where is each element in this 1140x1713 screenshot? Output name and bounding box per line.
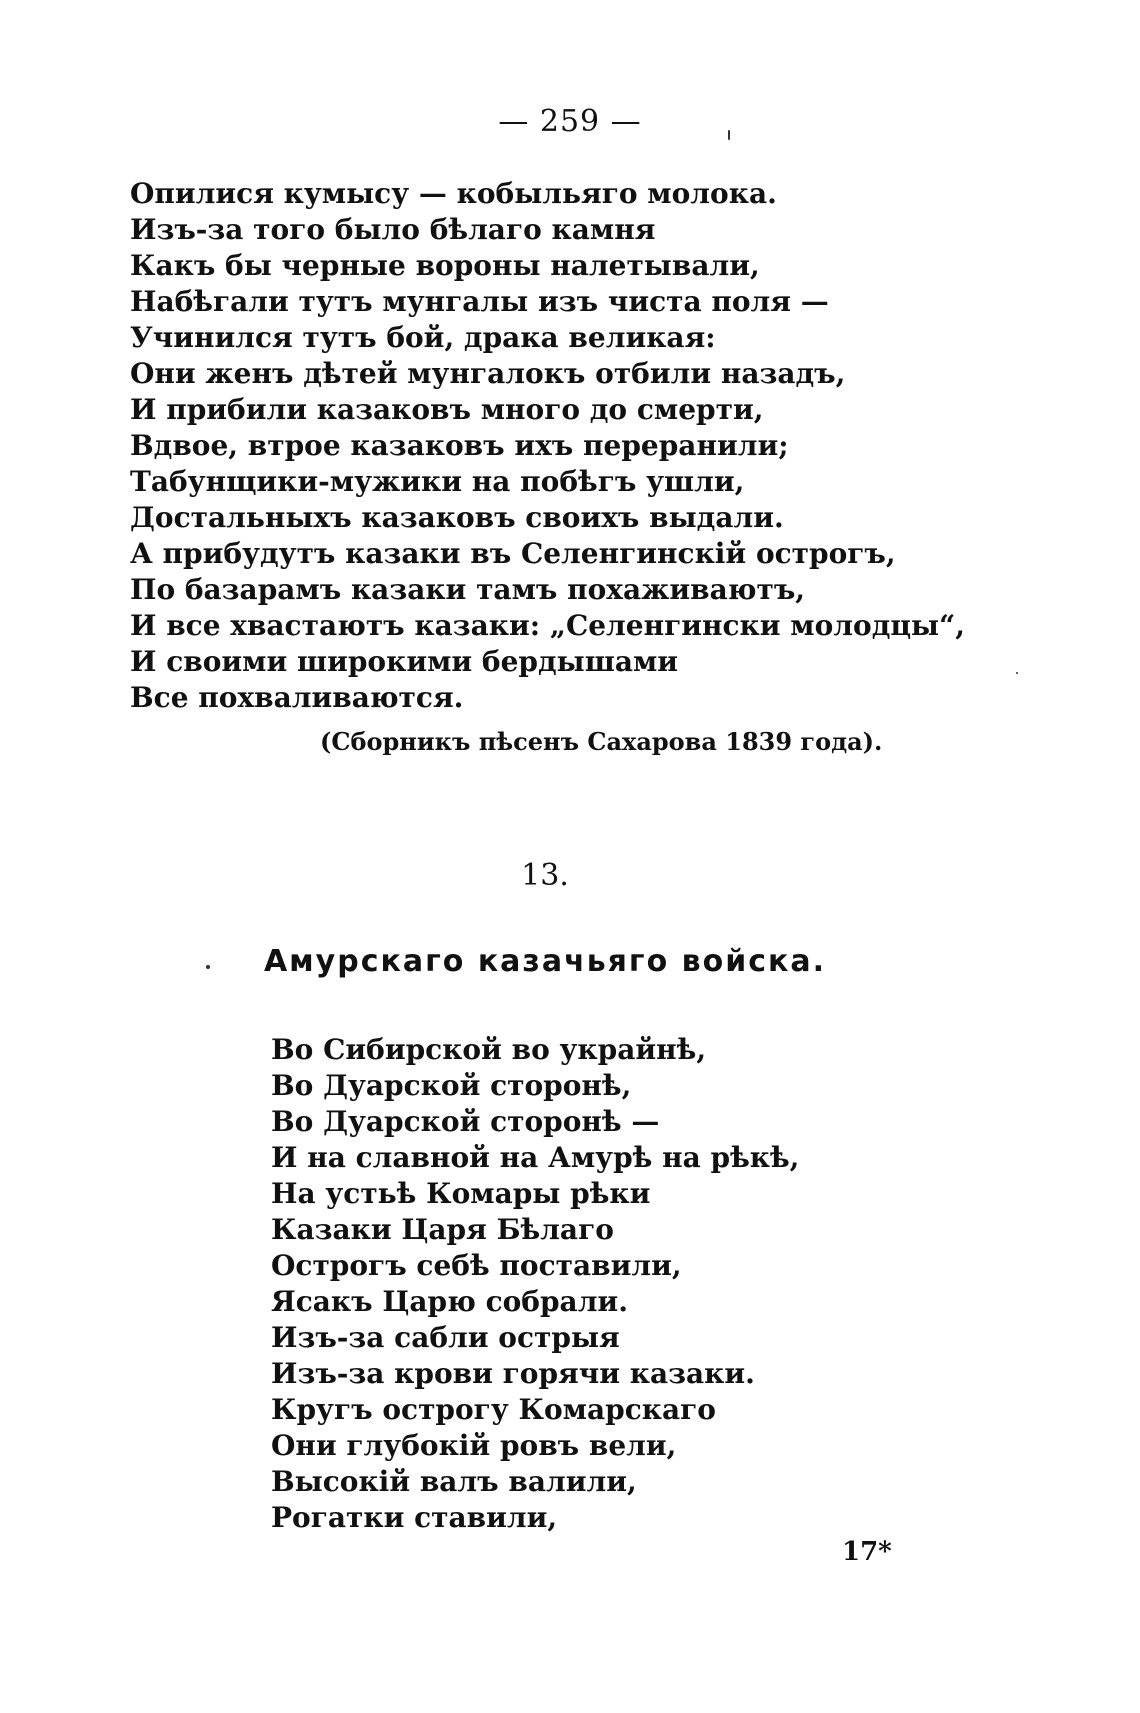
poem-line: На устьѣ Комары рѣки [271, 1177, 651, 1210]
poem-line: Какъ бы черные вороны налетывали, [130, 249, 760, 282]
page-number: — 259 — [498, 104, 642, 139]
poem-line: И своими широкими бердышами [130, 645, 679, 678]
poem-line: По базарамъ казаки тамъ похаживаютъ, [130, 573, 806, 606]
poem-line: Они глубокій ровъ вели, [271, 1429, 677, 1462]
poem-line: Во Дуарской сторонѣ, [271, 1069, 632, 1102]
paper-speck [206, 965, 210, 969]
poem-line: Казаки Царя Бѣлаго [271, 1213, 614, 1246]
poem-line: Рогатки ставили, [271, 1501, 558, 1534]
poem-line: Учинился тутъ бой, драка великая: [130, 321, 716, 354]
section-title: Амурскаго казачьяго войска. [263, 944, 827, 979]
poem-line: Ясакъ Царю собрали. [271, 1285, 628, 1318]
poem-line: Они женъ дѣтей мунгалокъ отбили назадъ, [130, 357, 846, 390]
poem-line: И прибили казаковъ много до смерти, [130, 393, 764, 426]
printer-signature-mark: 17* [842, 1537, 892, 1567]
poem-line: Во Дуарской сторонѣ — [271, 1105, 660, 1138]
poem-line: Изъ-за того было бѣлаго камня [130, 213, 656, 246]
poem-line: Высокій валъ валили, [271, 1465, 637, 1498]
poem-line: Вдвое, втрое казаковъ ихъ переранили; [130, 429, 789, 462]
poem-first [130, 176, 965, 716]
poem-line: Во Сибирской во украйнѣ, [271, 1033, 707, 1066]
poem-line: Изъ-за крови горячи казаки. [271, 1357, 755, 1390]
poem-line: Достальныхъ казаковъ своихъ выдали. [130, 501, 784, 534]
source-citation: (Сборникъ пѣсенъ Сахарова 1839 года). [320, 727, 883, 756]
paper-speck [728, 130, 730, 140]
poem-line: Кругъ острогу Комарскаго [271, 1393, 716, 1426]
poem-line: Все похваливаются. [130, 681, 464, 714]
poem-second [271, 1032, 799, 1536]
poem-line: И все хвастаютъ казаки: „Селенгински молодцы“, [130, 609, 965, 642]
poem-line: Изъ-за сабли острыя [271, 1321, 620, 1354]
poem-line: Острогъ себѣ поставили, [271, 1249, 682, 1282]
poem-line: Табунщики-мужики на побѣгъ ушли, [130, 465, 745, 498]
poem-line: И на славной на Амурѣ на рѣкѣ, [271, 1141, 800, 1174]
paper-speck [1016, 672, 1018, 674]
section-number: 13. [521, 858, 569, 893]
poem-line: Опилися кумысу — кобыльяго молока. [130, 177, 777, 210]
poem-line: А прибудутъ казаки въ Селенгинскій острогъ, [130, 537, 896, 570]
poem-line: Набѣгали тутъ мунгалы изъ чиста поля — [130, 285, 829, 318]
